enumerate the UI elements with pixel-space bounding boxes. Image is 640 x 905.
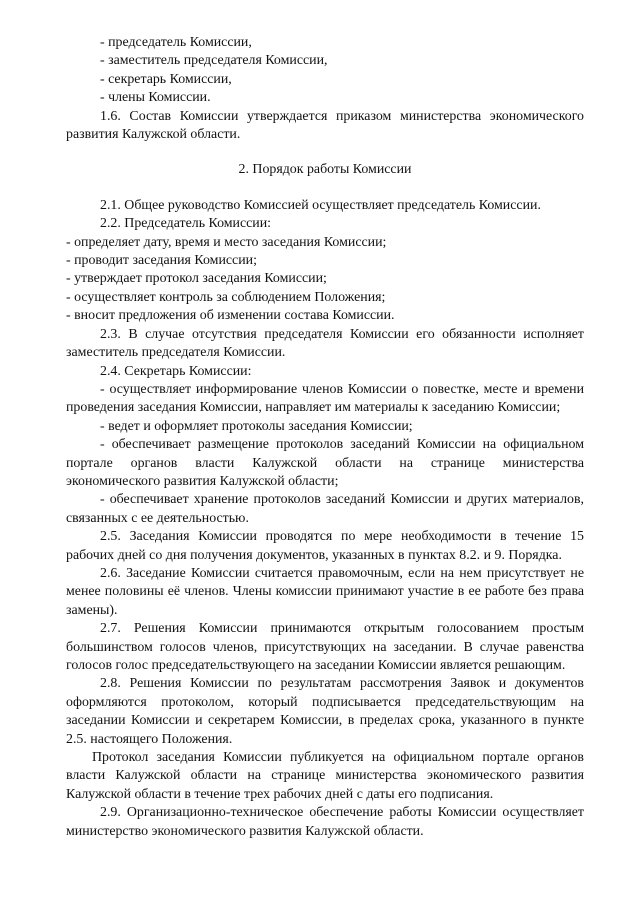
text-line: - секретарь Комиссии, (100, 71, 232, 87)
text-line: проведения заседания Комиссии, направляет им материалы к заседанию Комиссии; (66, 400, 561, 416)
text-line: Калужской области в течение трех рабочих дней с даты его подписания. (66, 786, 494, 802)
text-line: оформляются протоколом, который подписывается председательствующим на (66, 694, 584, 710)
text-line: менее половины её членов. Члены комиссии принимают участие в ее работе без права (66, 584, 584, 600)
text-line: заместитель председателя Комиссии. (66, 345, 286, 361)
text-line: - вносит предложения об изменении состава Комиссии. (66, 308, 395, 324)
text-line: министерство экономического развития Калужской области. (66, 823, 424, 839)
text-line: - осуществляет контроль за соблюдением Положения; (66, 289, 386, 305)
text-line: 2.3. В случае отсутствия председателя Комиссии его обязанности исполняет (100, 326, 584, 342)
text-line: 2.6. Заседание Комиссии считается правомочным, если на нем присутствует не (100, 565, 584, 581)
text-line: - обеспечивает размещение протоколов заседаний Комиссии на официальном (100, 437, 584, 453)
text-line: 2.7. Решения Комиссии принимаются открытым голосованием простым (100, 621, 584, 637)
text-line: замены). (66, 602, 118, 618)
text-line: 2.9. Организационно-техническое обеспечение работы Комиссии осуществляет (100, 805, 584, 821)
text-line: - заместитель председателя Комиссии, (100, 53, 328, 69)
text-line: портале органов власти Калужской области на странице министерства (66, 455, 584, 471)
text-line: - проводит заседания Комиссии; (66, 253, 257, 269)
text-line: 2.2. Председатель Комиссии: (100, 216, 272, 232)
text-line: 1.6. Состав Комиссии утверждается приказом министерства экономического (100, 108, 584, 124)
text-line: 2.5. настоящего Положения. (66, 731, 233, 747)
text-line: - определяет дату, время и место заседания Комиссии; (66, 234, 387, 250)
text-line: 2.8. Решения Комиссии по результатам рассмотрения Заявок и документов (100, 676, 584, 692)
text-line: - ведет и оформляет протоколы заседания Комиссии; (100, 418, 413, 434)
text-line: 2.4. Секретарь Комиссии: (100, 363, 252, 379)
text-line: рабочих дней со дня получения документов, указанных в пунктах 8.2. и 9. Порядка. (66, 547, 562, 563)
text-line: - члены Комиссии. (100, 90, 211, 106)
text-line: экономического развития Калужской области; (66, 473, 339, 489)
text-line: развития Калужской области. (66, 127, 241, 143)
text-line: 2.1. Общее руководство Комиссией осуществляет председатель Комиссии. (100, 197, 541, 213)
text-line: - обеспечивает хранение протоколов заседаний Комиссии и других материалов, (100, 492, 584, 508)
text-line: заседании Комиссии и секретарем Комиссии, в пределах срока, указанного в пункте (66, 713, 584, 729)
text-line: 2.5. Заседания Комиссии проводятся по мере необходимости в течение 15 (100, 529, 584, 545)
text-line: власти Калужской области на странице министерства экономического развития (66, 768, 584, 784)
text-line: большинством голосов членов, присутствующих на заседании. В случае равенства (66, 639, 584, 655)
text-line: - утверждает протокол заседания Комиссии; (66, 271, 327, 287)
text-line: Протокол заседания Комиссии публикуется на официальном портале органов (92, 750, 584, 766)
section-heading: 2. Порядок работы Комиссии (238, 162, 412, 178)
text-line: - председатель Комиссии, (100, 35, 252, 50)
text-line: связанных с ее деятельностью. (66, 510, 249, 526)
text-line: голосов голос председательствующего на заседании Комиссии является решающим. (66, 658, 566, 673)
text-line: - осуществляет информирование членов Комиссии о повестке, месте и времени (100, 381, 584, 397)
